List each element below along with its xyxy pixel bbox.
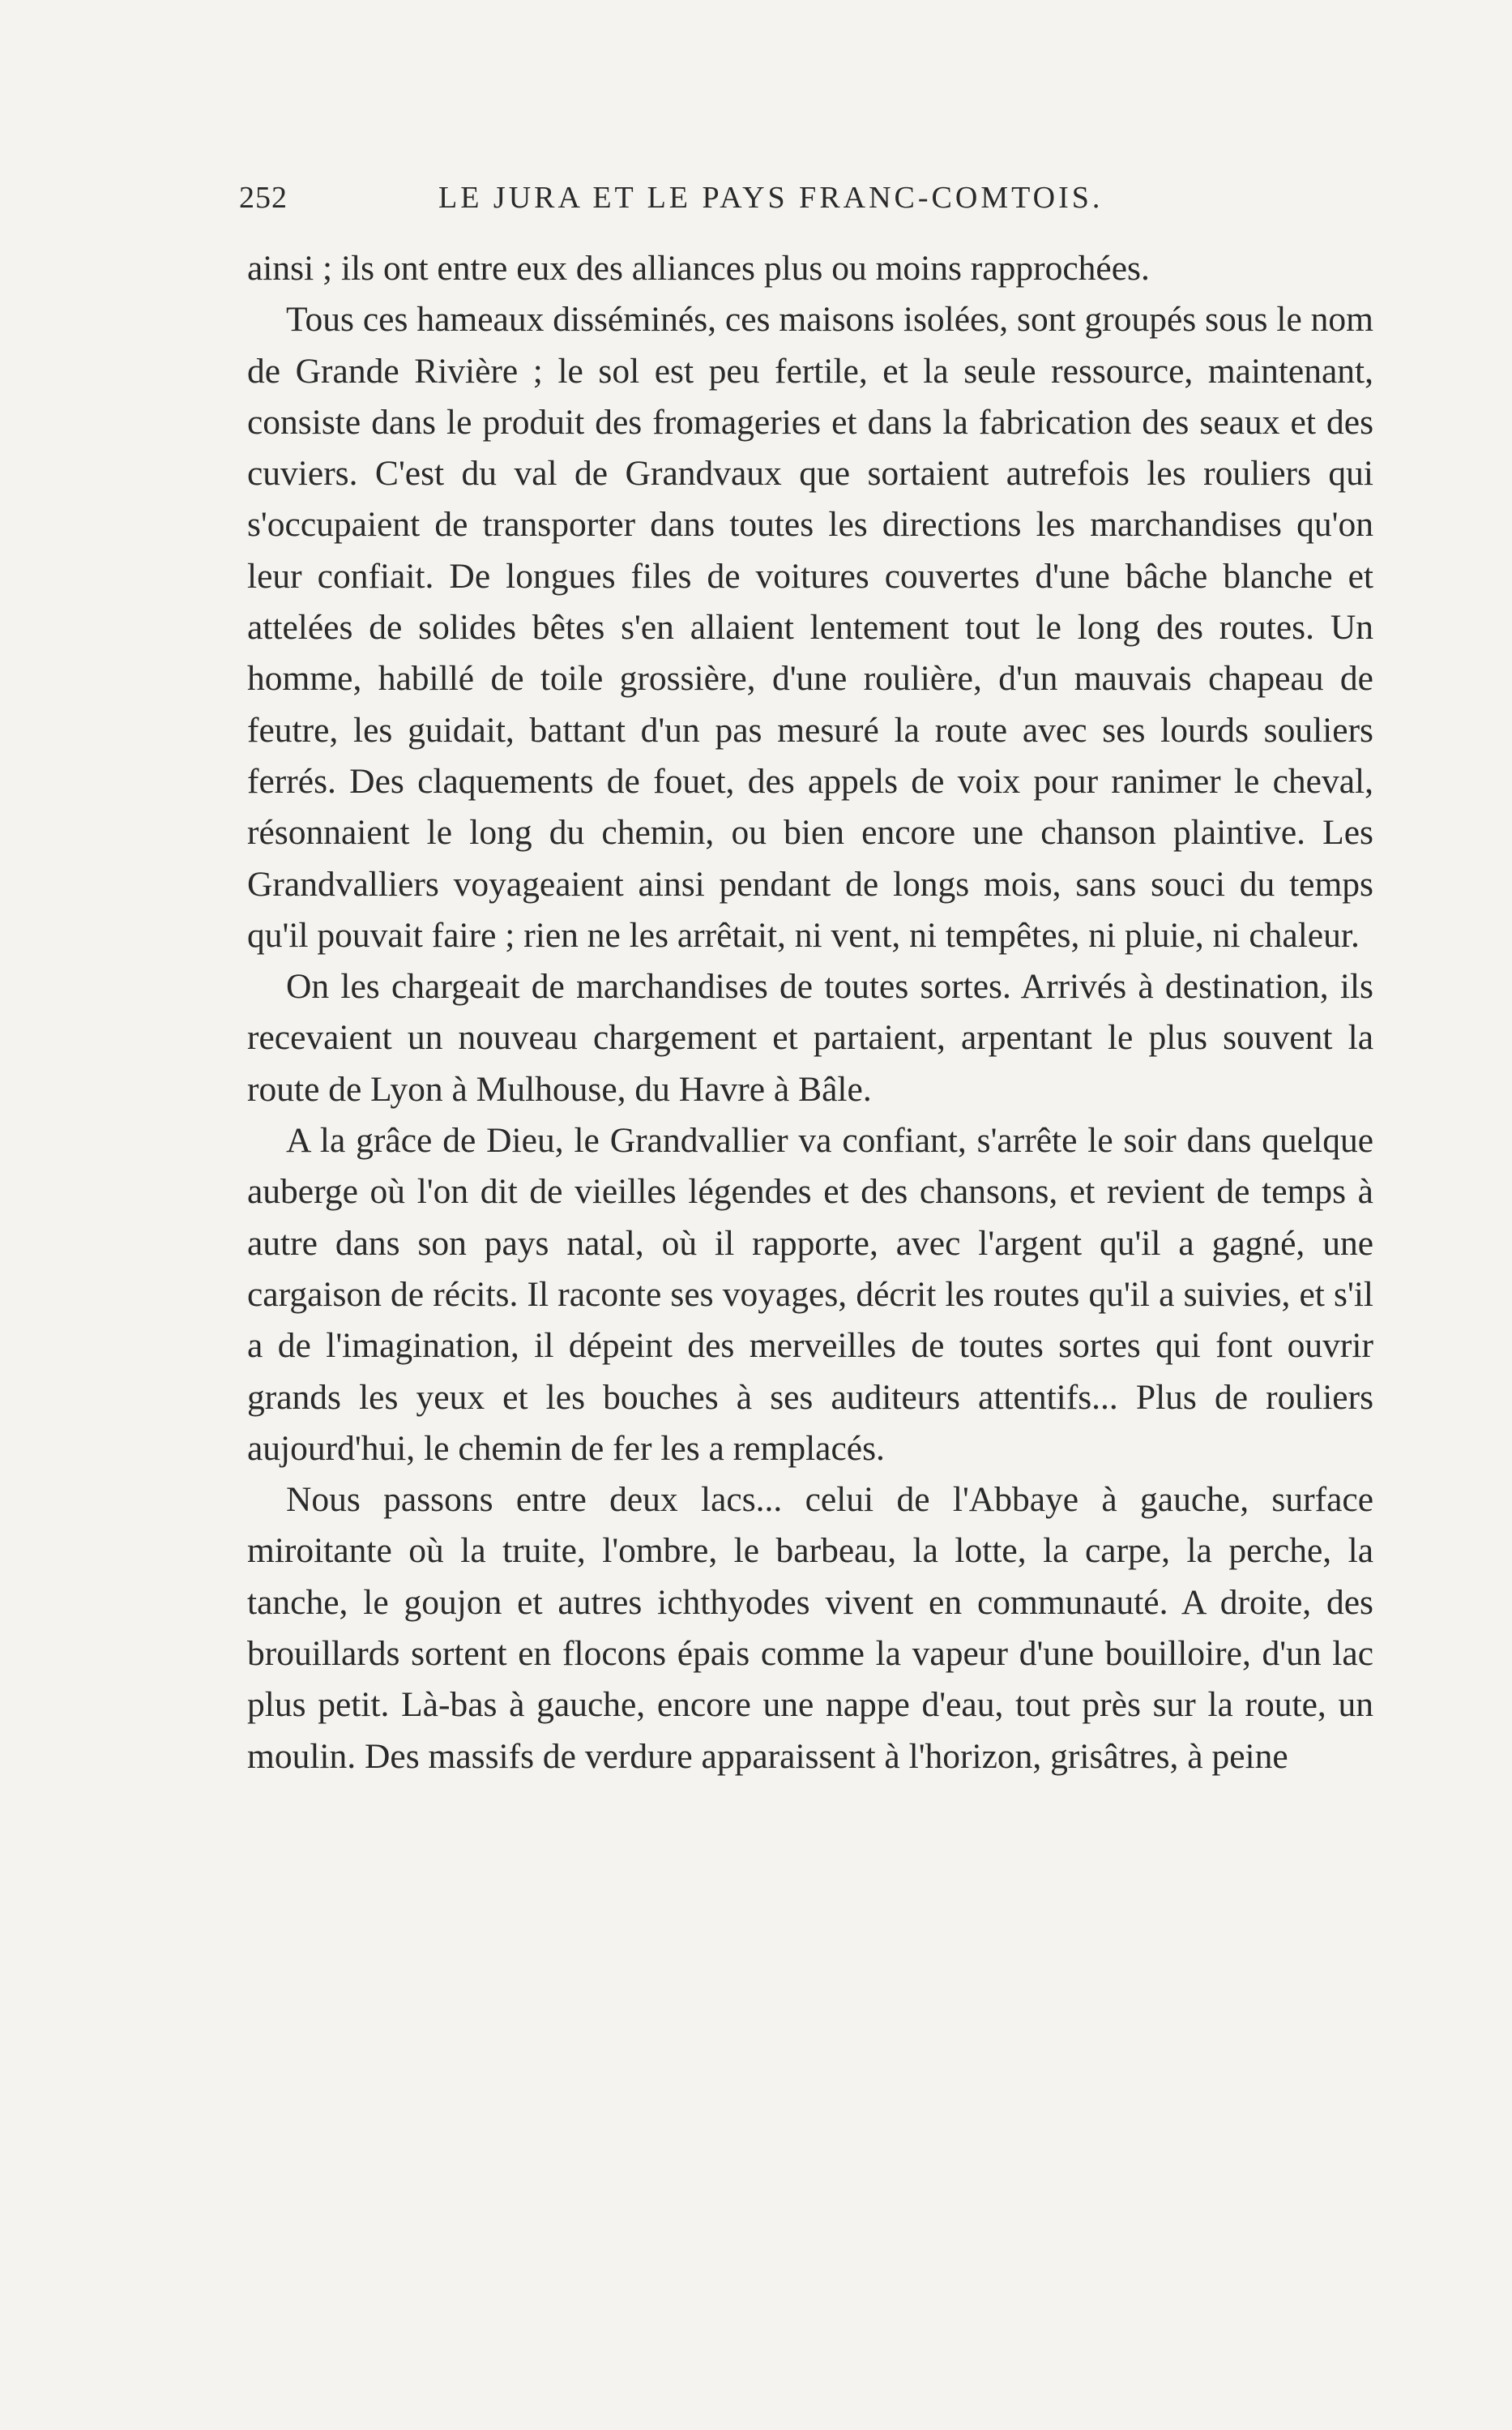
paragraph-grandvallier: A la grâce de Dieu, le Grandvallier va confiant, s'arrête le soir dans quelque auberge où l'on dit de vieilles légendes et des chansons, et revient de temps à autre dans son pays natal, où il rapporte, avec l'argent qu'il a gagné, une cargaison de récits. Il raconte ses voyages, décrit les routes qu'il a suivies, et s'il a de l'imagination, il dépeint des merveilles de toutes sortes qui font ouvrir grands les yeux et les bouches à ses auditeurs attentifs... Plus de rouliers aujourd'hui, le chemin de fer les a remplacés. (247, 1121, 1373, 1468)
paragraph-continuation: ainsi ; ils ont entre eux des alliances plus ou moins rapprochées. (247, 249, 1150, 288)
paragraph-deux-lacs: Nous passons entre deux lacs... celui de l'Abbaye à gauche, surface miroitante où la truite, l'ombre, le barbeau, la lotte, la carpe, la perche, la tanche, le goujon et autres ichthyodes vivent en communauté. A droite, des brouillards sortent en flocons épais comme la vapeur d'une bouilloire, d'un lac plus petit. Là-bas à gauche, encore une nappe d'eau, tout près sur la route, un moulin. Des massifs de verdure apparaissent à l'horizon, grisâtres, à peine (247, 1480, 1373, 1776)
paragraph-marchandises: On les chargeait de marchandises de toutes sortes. Arrivés à destination, ils recevaient un nouveau chargement et partaient, arpentant le plus souvent la route de Lyon à Mulhouse, du Havre à Bâle. (247, 967, 1373, 1109)
paragraph-grande-riviere: Tous ces hameaux disséminés, ces maisons isolées, sont groupés sous le nom de Grande Rivière ; le sol est peu fertile, et la seule ressource, maintenant, consiste dans le produit des fromageries et dans la fabrication des seaux et des cuviers. C'est du val de Grandvaux que sortaient autrefois les rouliers qui s'occupaient de transporter dans toutes les directions les marchandises qu'on leur confiait. De longues files de voitures couvertes d'une bâche blanche et attelées de solides bêtes s'en allaient lentement tout le long des routes. Un homme, habillé de toile grossière, d'une roulière, d'un mauvais chapeau de feutre, les guidait, battant d'un pas mesuré la route avec ses lourds souliers ferrés. Des claquements de fouet, des appels de voix pour ranimer le cheval, résonnaient le long du chemin, ou bien encore une chanson plaintive. Les Grandvalliers voyageaient ainsi pendant de longs mois, sans souci du temps qu'il pouvait faire ; rien ne les arrêtait, ni vent, ni tempêtes, ni pluie, ni chaleur. (247, 300, 1373, 955)
page-number: 252 (239, 181, 288, 215)
body-text (247, 243, 1373, 1782)
page-header (239, 180, 1422, 220)
running-title: LE JURA ET LE PAYS FRANC-COMTOIS. (438, 181, 1104, 215)
